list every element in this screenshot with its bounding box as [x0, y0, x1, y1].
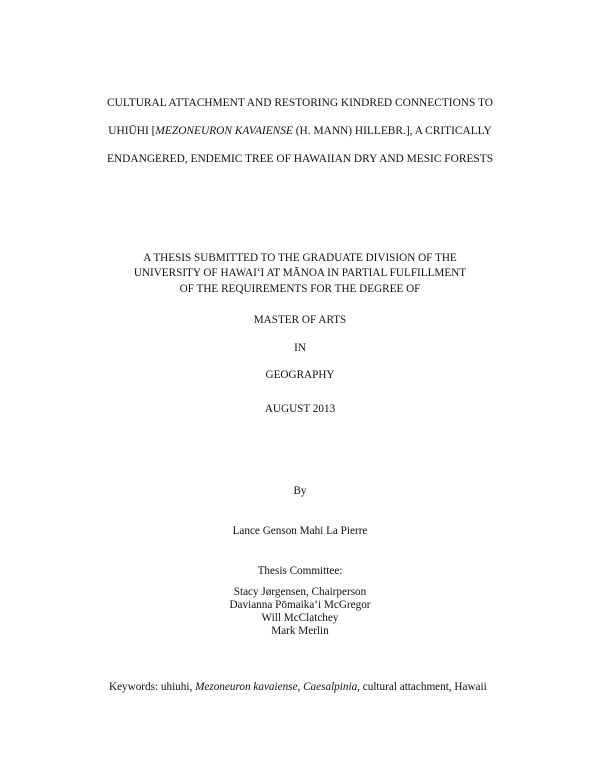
submission-line-1: [0, 251, 600, 265]
title-line-3-text: ENDANGERED, ENDEMIC TREE OF HAWAIIAN DRY AND MESIC FORESTS: [106, 153, 494, 165]
title-line-3: [0, 152, 600, 166]
keywords-sep: ,: [297, 681, 304, 693]
date: AUGUST 2013: [264, 403, 336, 415]
submission-line-3: [0, 282, 600, 296]
title-line-2-post: (H. MANN) HILLEBR.], A CRITICALLY: [292, 125, 492, 137]
in-label: IN: [294, 342, 306, 354]
committee-member: Stacy Jørgensen, Chairperson: [233, 586, 367, 598]
submission-line-3-text: OF THE REQUIREMENTS FOR THE DEGREE OF: [179, 283, 421, 295]
title-species-italic: MEZONEURON KAVAIENSE: [155, 125, 293, 137]
title-line-1-text: CULTURAL ATTACHMENT AND RESTORING KINDRED CONNECTIONS TO: [107, 97, 493, 109]
degree: MASTER OF ARTS: [253, 314, 347, 326]
by-label: By: [293, 485, 307, 497]
committee-member: Mark Merlin: [271, 625, 329, 637]
committee-member: Will McClatchey: [261, 612, 339, 624]
submission-line-2-text: UNIVERSITY OF HAWAIʻI AT MĀNOA IN PARTIAL FULFILLMENT: [133, 267, 467, 279]
keywords-line: [109, 680, 487, 694]
keyword-species: Mezoneuron kavaiense: [195, 681, 298, 693]
keywords-label: Keywords: uhiuhi,: [109, 681, 196, 693]
committee-heading: Thesis Committee:: [257, 565, 343, 577]
keywords-rest: , cultural attachment, Hawaii: [357, 681, 487, 693]
title-line-2-pre: UHIŪHI [: [108, 125, 156, 137]
author: Lance Genson Mahi La Pierre: [232, 525, 368, 537]
field: GEOGRAPHY: [265, 369, 335, 381]
submission-line-2: [0, 266, 600, 280]
title-line-2: [0, 124, 600, 138]
submission-line-1-text: A THESIS SUBMITTED TO THE GRADUATE DIVISION OF THE: [143, 252, 457, 264]
keyword-genus: Caesalpinia: [303, 681, 358, 693]
committee-member: Davianna Pōmaikaʻi McGregor: [229, 599, 371, 611]
title-line-1: [0, 96, 600, 110]
